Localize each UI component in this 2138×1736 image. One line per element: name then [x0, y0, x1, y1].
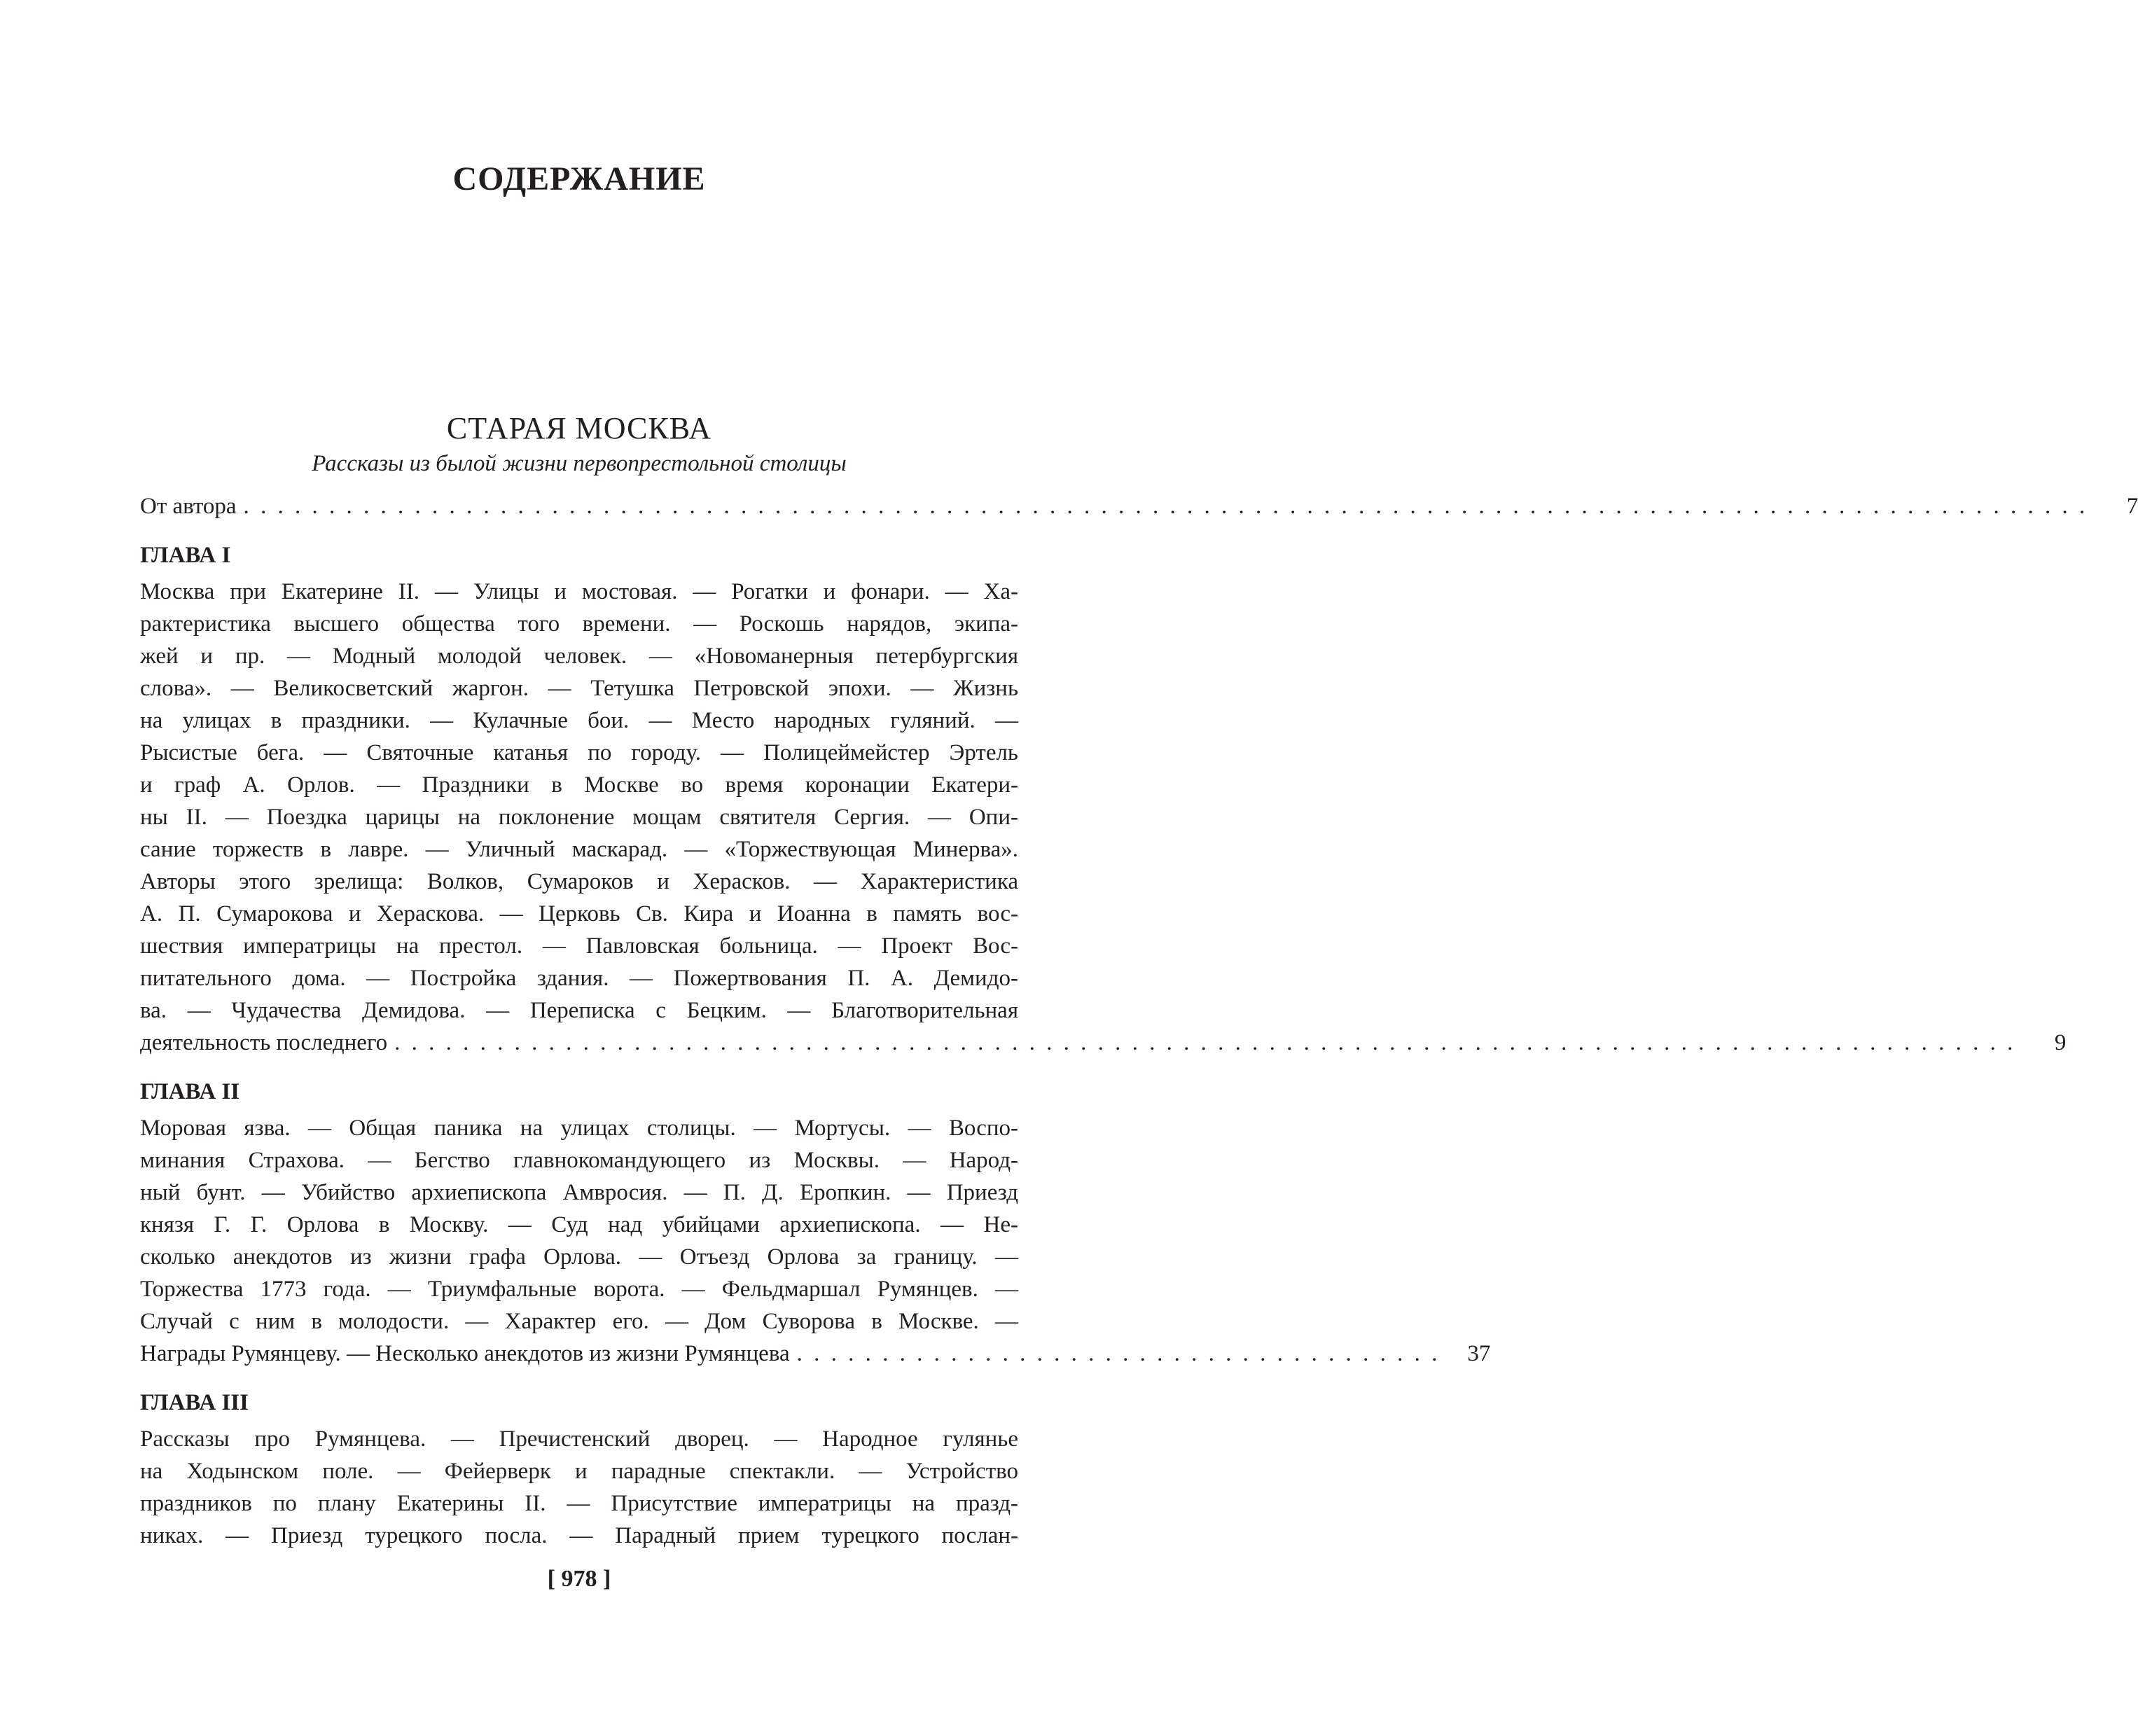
- chapter-1: [140, 539, 2067, 1059]
- chapter-desc-line: жей и пр. — Модный молодой человек. — «Новоманерныя петербургския: [140, 644, 1018, 669]
- chapter-desc-line: Торжества 1773 года. — Триумфальные ворота. — Фельдмаршал Румянцев. —: [140, 1277, 1018, 1302]
- chapter-desc-line: питательного дома. — Постройка здания. — Пожертвования П. А. Демидо-: [140, 966, 1018, 991]
- toc-entry-text: От автора: [140, 494, 237, 519]
- page-title: СОДЕРЖАНИЕ: [452, 160, 706, 197]
- chapter-title: ГЛАВА I: [140, 543, 231, 568]
- chapter-desc-line: ный бунт. — Убийство архиепископа Амвросия. — П. Д. Еропкин. — Приезд: [140, 1180, 1018, 1205]
- chapter-desc-line: никах. — Приезд турецкого посла. — Парадный прием турецкого послан-: [140, 1523, 1018, 1548]
- chapter-desc-line: на улицах в праздники. — Кулачные бои. — Место народных гуляний. —: [140, 708, 1018, 733]
- toc-entry-intro: [140, 490, 2138, 522]
- chapter-desc-line: Моровая язва. — Общая паника на улицах столицы. — Мортусы. — Воспо-: [140, 1116, 1018, 1141]
- chapter-desc-line: и граф А. Орлов. — Праздники в Москве во время коронации Екатери-: [140, 772, 1018, 798]
- chapter-desc-line: сколько анекдотов из жизни графа Орлова. — Отъезд Орлова за границу. —: [140, 1244, 1018, 1270]
- chapter-desc-line: слова». — Великосветский жаргон. — Тетушка Петровской эпохи. — Жизнь: [140, 676, 1018, 701]
- chapter-desc-line: ны II. — Поездка царицы на поклонение мощам святителя Сергия. — Опи-: [140, 805, 1018, 830]
- chapter-desc-line: Рассказы про Румянцева. — Пречистенский дворец. — Народное гулянье: [140, 1426, 1018, 1452]
- dot-leader: . . . . . . . . . . . . . . . . . . . . . . . . . . . . . . . . . . . . . . . . . . . . . . . . . . . . . . . . . . . . . . . . . . . . . . . . . . . . . . . . . . . . . . . . . . . . . . . . . . . . . . . . . . . .: [243, 494, 2088, 519]
- chapter-desc-line: Москва при Екатерине II. — Улицы и мостовая. — Рогатки и фонари. — Ха-: [140, 579, 1018, 604]
- chapter-last-line: [140, 1027, 2067, 1059]
- dot-leader: . . . . . . . . . . . . . . . . . . . . . . . . . . . . . . . . . . . . . . . . . . . . . . . . . . . . . . . . . . . . . . . . . . . . . . . . . . . . . . . . . . . . . . . . . . . . . . .: [394, 1030, 2016, 1055]
- chapter-desc-line: на Ходынском поле. — Фейерверк и парадные спектакли. — Устройство: [140, 1459, 1018, 1484]
- chapter-desc-line: А. П. Сумарокова и Хераскова. — Церковь Св. Кира и Иоанна в память вос-: [140, 901, 1018, 926]
- toc-entry-page: 7: [2126, 494, 2138, 519]
- chapter-desc-line: Случай с ним в молодости. — Характер его. — Дом Суворова в Москве. —: [140, 1309, 1018, 1334]
- dot-leader: . . . . . . . . . . . . . . . . . . . . . . . . . . . . . . . . . . . . . .: [796, 1341, 1441, 1366]
- chapter-title: ГЛАВА II: [140, 1079, 240, 1104]
- chapter-desc-line: рактеристика высшего общества того времени. — Роскошь нарядов, экипа-: [140, 611, 1018, 637]
- chapter-desc-line: Рысистые бега. — Святочные катанья по городу. — Полицеймейстер Эртель: [140, 740, 1018, 765]
- book-title: СТАРАЯ МОСКВА: [446, 411, 712, 445]
- chapter-title: ГЛАВА III: [140, 1390, 249, 1415]
- chapter-desc-line: ва. — Чудачества Демидова. — Переписка с Бецким. — Благотворительная: [140, 998, 1018, 1023]
- book-subtitle: Рассказы из былой жизни первопрестольной столицы: [312, 451, 847, 476]
- chapter-3: [140, 1387, 1018, 1552]
- chapter-desc-last: Награды Румянцеву. — Несколько анекдотов из жизни Румянцева: [140, 1341, 790, 1366]
- chapter-2: [140, 1076, 1491, 1370]
- page-number: [ 978 ]: [547, 1566, 611, 1592]
- chapter-desc-line: праздников по плану Екатерины II. — Присутствие императрицы на празд-: [140, 1491, 1018, 1516]
- chapter-desc-line: шествия императрицы на престол. — Павловская больница. — Проект Вос-: [140, 933, 1018, 959]
- chapter-last-line: [140, 1338, 1491, 1370]
- chapter-desc-line: князя Г. Г. Орлова в Москву. — Суд над убийцами архиепископа. — Не-: [140, 1212, 1018, 1237]
- chapter-page: 37: [1467, 1341, 1491, 1366]
- chapter-desc-line: минания Страхова. — Бегство главнокомандующего из Москвы. — Народ-: [140, 1148, 1018, 1173]
- chapter-desc-line: сание торжеств в лавре. — Уличный маскарад. — «Торжествующая Минерва».: [140, 837, 1018, 862]
- chapter-desc-last: деятельность последнего: [140, 1030, 388, 1055]
- table-of-contents: [140, 490, 2138, 1552]
- chapter-desc-line: Авторы этого зрелища: Волков, Сумароков и Херасков. — Характеристика: [140, 869, 1018, 894]
- chapter-page: 9: [2054, 1030, 2067, 1055]
